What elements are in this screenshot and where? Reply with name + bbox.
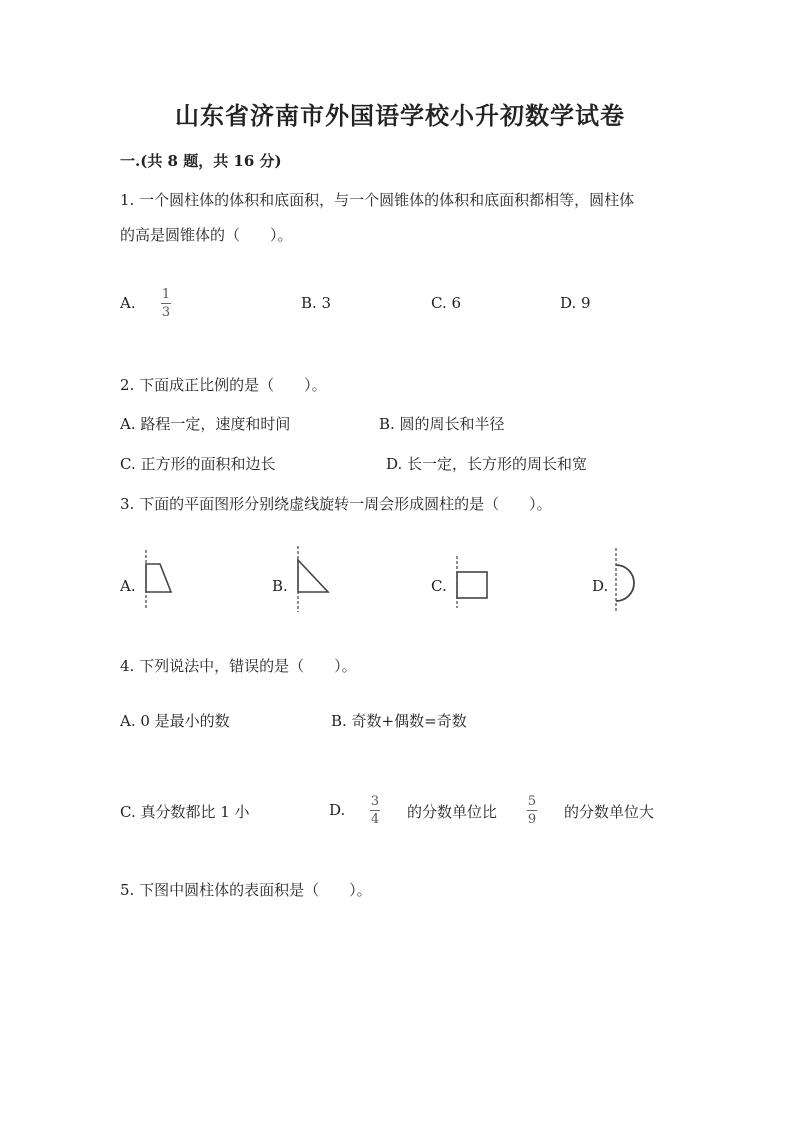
question-4-option-d-end: 的分数单位大 bbox=[564, 803, 655, 821]
question-4-option-d-middle: 的分数单位比 bbox=[407, 803, 498, 821]
question-3-option-b-label: B. bbox=[272, 577, 288, 595]
rectangle-icon bbox=[450, 556, 490, 608]
question-3-stem: 3. 下面的平面图形分别绕虚线旋转一周会形成圆柱的是（ ）。 bbox=[120, 495, 552, 513]
fraction-bar bbox=[370, 810, 380, 811]
question-5-stem: 5. 下图中圆柱体的表面积是（ ）。 bbox=[120, 881, 372, 899]
fraction-bar bbox=[527, 810, 537, 811]
fraction-numerator: 1 bbox=[161, 287, 171, 302]
question-1-option-a-label: A. bbox=[120, 294, 136, 312]
fraction-numerator: 3 bbox=[370, 794, 380, 809]
question-4-option-d-label: D. bbox=[329, 801, 346, 819]
fraction-bar bbox=[161, 303, 171, 304]
fraction-denominator: 9 bbox=[527, 812, 537, 827]
question-2-stem: 2. 下面成正比例的是（ ）。 bbox=[120, 376, 327, 394]
page-title: 山东省济南市外国语学校小升初数学试卷 bbox=[175, 101, 625, 130]
semicircle-icon bbox=[608, 548, 640, 612]
fraction-denominator: 4 bbox=[370, 812, 380, 827]
question-1-line-1: 1. 一个圆柱体的体积和底面积，与一个圆锥体的体积和底面积都相等，圆柱体 bbox=[120, 191, 635, 209]
question-1-line-2: 的高是圆锥体的（ ）。 bbox=[120, 226, 293, 244]
question-3-option-a-label: A. bbox=[120, 577, 136, 595]
question-1-option-b: B. 3 bbox=[301, 294, 332, 312]
trapezoid-icon bbox=[138, 550, 178, 612]
fraction-numerator: 5 bbox=[527, 794, 537, 809]
question-4-option-b: B. 奇数+偶数=奇数 bbox=[331, 712, 467, 730]
question-3-option-c-label: C. bbox=[431, 577, 447, 595]
question-4-option-a: A. 0 是最小的数 bbox=[120, 712, 230, 730]
triangle-icon bbox=[290, 546, 334, 612]
section-heading: 一.(共 8 题，共 16 分) bbox=[120, 152, 282, 170]
question-2-option-b: B. 圆的周长和半径 bbox=[379, 415, 505, 433]
question-3-option-d-label: D. bbox=[592, 577, 609, 595]
question-2-option-d: D. 长一定，长方形的周长和宽 bbox=[386, 455, 588, 473]
question-2-option-a: A. 路程一定，速度和时间 bbox=[120, 415, 291, 433]
fraction-five-ninths bbox=[527, 794, 537, 827]
question-1-option-d: D. 9 bbox=[560, 294, 591, 312]
question-1-option-c: C. 6 bbox=[431, 294, 462, 312]
question-2-option-c: C. 正方形的面积和边长 bbox=[120, 455, 276, 473]
question-4-stem: 4. 下列说法中，错误的是（ ）。 bbox=[120, 657, 357, 675]
fraction-three-quarters bbox=[370, 794, 380, 827]
fraction-denominator: 3 bbox=[161, 305, 171, 320]
fraction-one-third bbox=[161, 287, 171, 320]
question-4-option-c: C. 真分数都比 1 小 bbox=[120, 803, 250, 821]
